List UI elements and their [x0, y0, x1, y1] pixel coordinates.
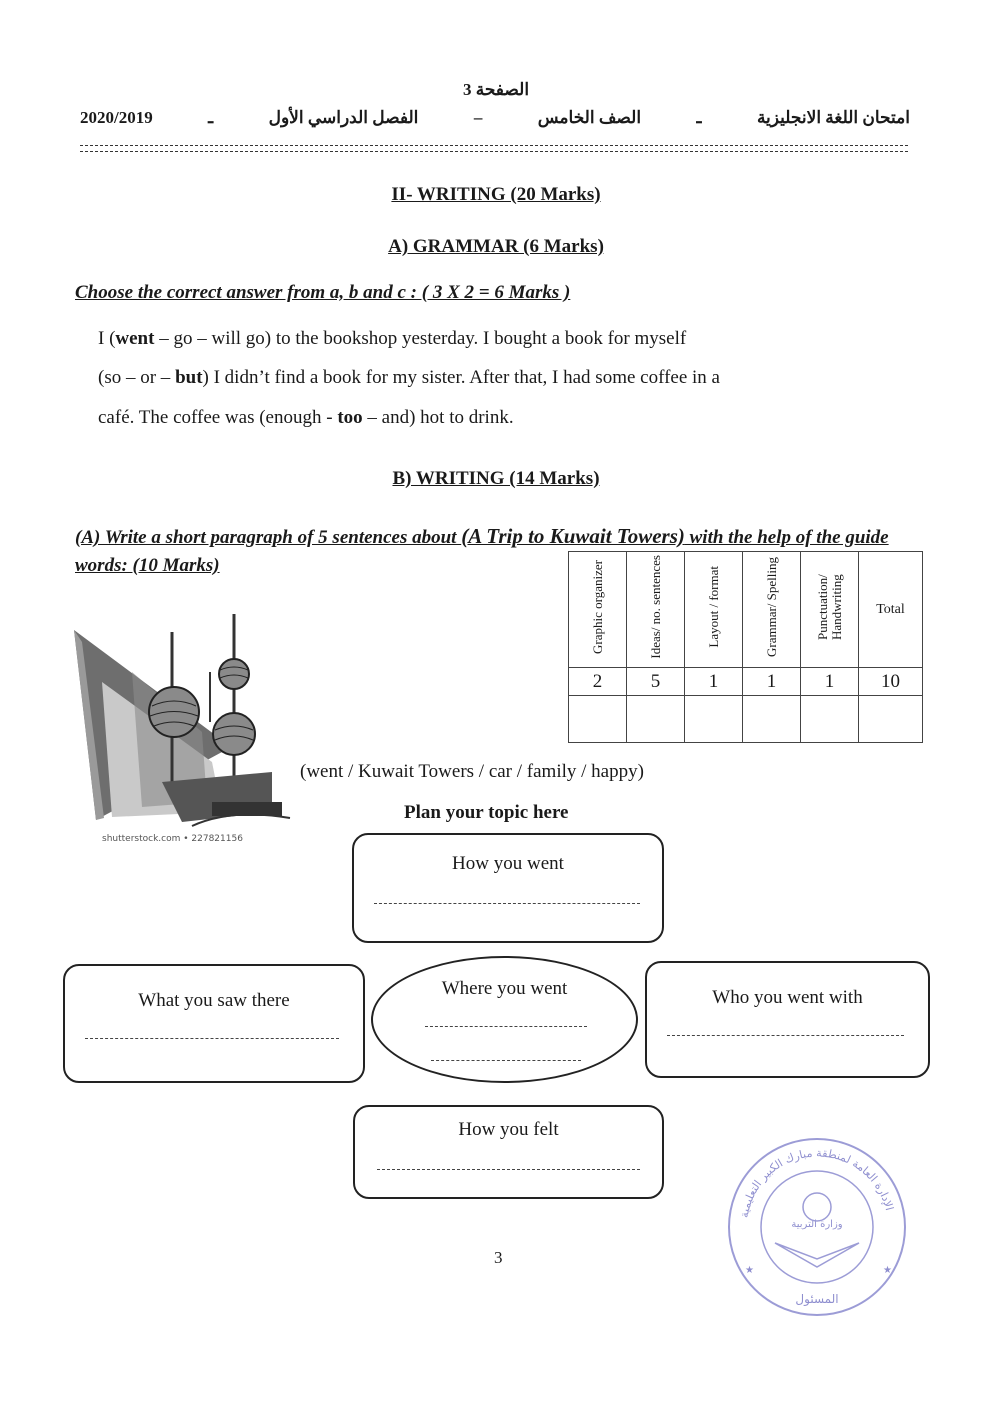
- answer-went: went: [115, 328, 155, 349]
- writing-topic: (A Trip to Kuwait Towers): [461, 524, 685, 548]
- answer-line[interactable]: [85, 1038, 339, 1039]
- rubric-mark: 10: [859, 668, 923, 696]
- page-number: 3: [494, 1248, 503, 1267]
- rubric-score-cell[interactable]: [569, 696, 627, 743]
- who-you-went-with-box[interactable]: [645, 961, 930, 1078]
- rubric-table: [568, 551, 923, 743]
- page-label: الصفحة 3: [462, 80, 530, 99]
- rubric-header: Ideas/ no. sentences: [627, 552, 685, 668]
- rubric-score-cell[interactable]: [801, 696, 859, 743]
- answer-line[interactable]: [425, 1026, 587, 1027]
- answer-line[interactable]: [377, 1169, 640, 1170]
- where-you-went-ellipse[interactable]: [371, 956, 638, 1083]
- term-label: الفصل الدراسي الأول: [268, 108, 419, 127]
- answer-too: too: [337, 407, 363, 428]
- svg-text:★: ★: [745, 1265, 754, 1276]
- picture-credit: shutterstock.com • 227821156: [102, 834, 243, 844]
- rubric-score-cell[interactable]: [685, 696, 743, 743]
- rubric-header: Graphic organizer: [569, 552, 627, 668]
- how-you-felt-box[interactable]: [353, 1105, 664, 1199]
- rubric-score-cell[interactable]: [627, 696, 685, 743]
- header-separator: –: [473, 108, 483, 127]
- what-you-saw-label: What you saw there: [138, 990, 290, 1011]
- how-you-felt-label: How you felt: [458, 1119, 559, 1140]
- exam-title: امتحان اللغة الانجليزية: [756, 108, 910, 127]
- grammar-heading: A) GRAMMAR (6 Marks): [388, 236, 604, 257]
- grammar-line-1: I (went – go – will go) to the bookshop yesterday. I bought a book for myself: [98, 328, 687, 349]
- rubric-header: Total: [859, 552, 923, 668]
- writing-instruction: (A) Write a short paragraph of 5 sentences about (A Trip to Kuwait Towers) with the help of the guide words: (10 Marks): [75, 524, 889, 576]
- answer-but: but: [175, 367, 203, 388]
- header-rule: [80, 145, 908, 146]
- rubric-mark: 1: [743, 668, 801, 696]
- how-you-went-label: How you went: [452, 853, 564, 874]
- rubric-mark: 2: [569, 668, 627, 696]
- stamp-center-text: وزارة التربية: [791, 1219, 843, 1230]
- rubric-score-cell[interactable]: [859, 696, 923, 743]
- grammar-instruction: Choose the correct answer from a, b and c : ( 3 X 2 = 6 Marks ): [75, 282, 571, 303]
- where-you-went-label: Where you went: [441, 978, 568, 999]
- official-stamp: [725, 1135, 910, 1320]
- guide-words: (went / Kuwait Towers / car / family / happy): [300, 761, 644, 782]
- year-label: 2020/2019: [80, 108, 153, 127]
- svg-text:★: ★: [883, 1265, 892, 1276]
- kuwait-towers-image: [72, 612, 292, 834]
- grammar-line-2: (so – or – but) I didn’t find a book for my sister. After that, I had some coffee in a: [98, 367, 720, 388]
- rubric-mark: 1: [801, 668, 859, 696]
- exam-header: [80, 108, 910, 128]
- who-you-went-with-label: Who you went with: [712, 987, 863, 1008]
- stamp-text: الإدارة العامة لمنطقة مبارك الكبير التعليمية: [737, 1146, 896, 1219]
- rubric-header: Layout / format: [685, 552, 743, 668]
- stamp-bottom-text: المسئول: [795, 1292, 839, 1306]
- rubric-mark: 1: [685, 668, 743, 696]
- grade-label: الصف الخامس: [537, 108, 642, 127]
- section-title: II- WRITING (20 Marks): [391, 184, 601, 205]
- rubric-header: Grammar/ Spelling: [743, 552, 801, 668]
- grammar-line-3: café. The coffee was (enough - too – and) hot to drink.: [98, 407, 514, 428]
- how-you-went-box[interactable]: [352, 833, 664, 943]
- answer-line[interactable]: [667, 1035, 904, 1036]
- rubric-score-cell[interactable]: [743, 696, 801, 743]
- what-you-saw-box[interactable]: [63, 964, 365, 1083]
- answer-line[interactable]: [374, 903, 640, 904]
- header-rule: [80, 151, 908, 152]
- rubric-header: Punctuation/ Handwriting: [801, 552, 859, 668]
- header-separator: ـ: [696, 108, 702, 127]
- writing-heading: B) WRITING (14 Marks): [392, 468, 600, 489]
- answer-line[interactable]: [431, 1060, 581, 1061]
- header-separator: ـ: [208, 108, 214, 127]
- plan-title: Plan your topic here: [404, 802, 569, 823]
- rubric-mark: 5: [627, 668, 685, 696]
